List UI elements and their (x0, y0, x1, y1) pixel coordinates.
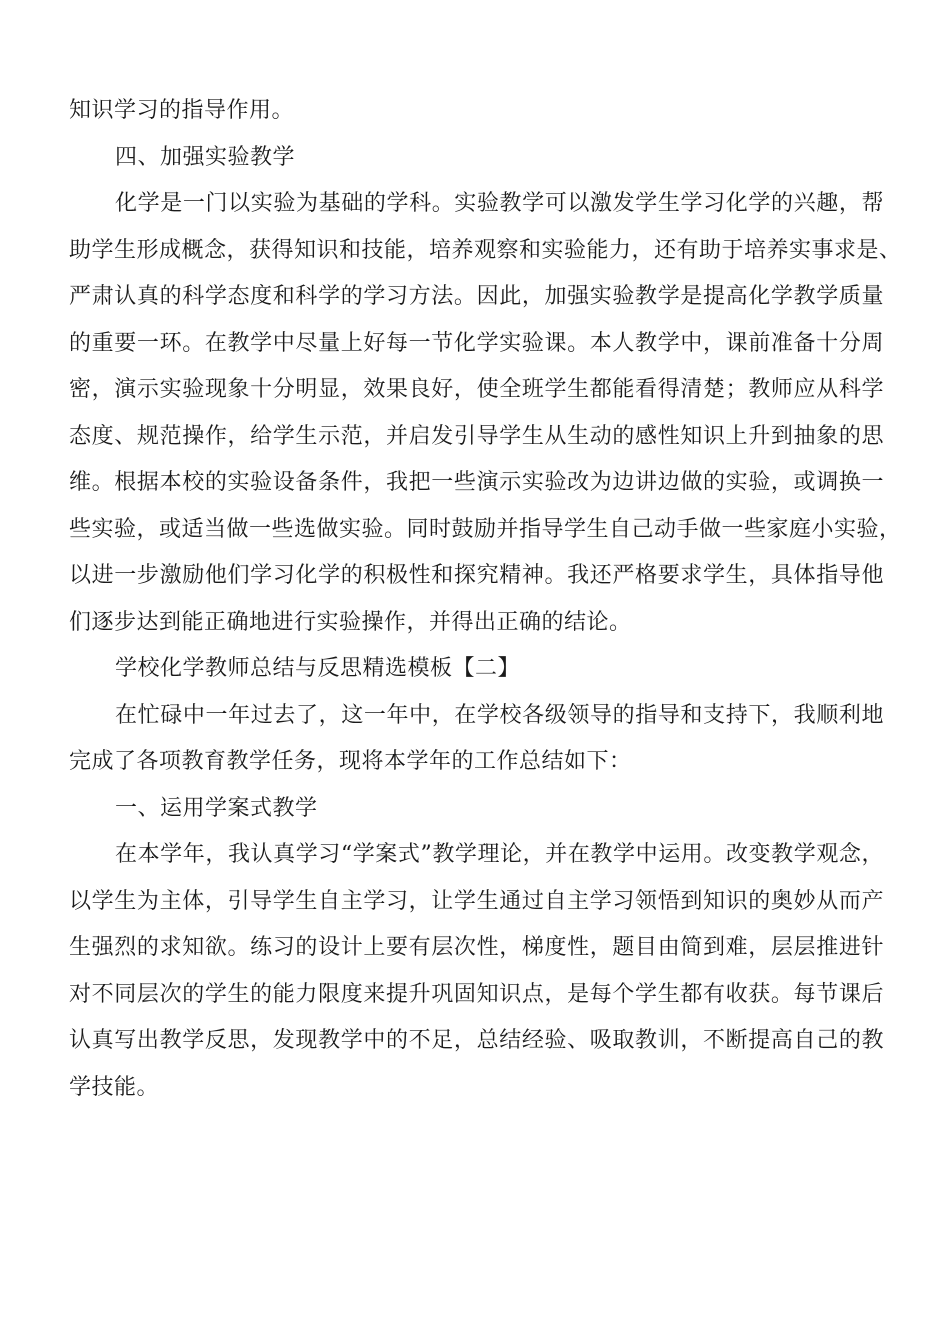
text-line: 些实验，或适当做一些选做实验。同时鼓励并指导学生自己动手做一些家庭小实验， (69, 516, 902, 542)
text-line: 在忙碌中一年过去了，这一年中，在学校各级领导的指导和支持下，我顺利地 (115, 702, 884, 728)
text-line: 助学生形成概念，获得知识和技能，培养观察和实验能力，还有助于培养实事求是、 (69, 237, 902, 263)
text-line: 对不同层次的学生的能力限度来提升巩固知识点，是每个学生都有收获。每节课后 (69, 981, 884, 1007)
text-line: 生强烈的求知欲。练习的设计上要有层次性，梯度性，题目由简到难，层层推进针 (69, 935, 884, 960)
text-line: 认真写出教学反思，发现教学中的不足，总结经验、吸取教训，不断提高自己的教 (69, 1028, 884, 1053)
paragraph-intro (69, 693, 884, 786)
section-heading-4 (69, 135, 884, 182)
text-line: 密，演示实验现象十分明显，效果良好，使全班学生都能看得清楚；教师应从科学 (69, 377, 884, 402)
template-title-2 (69, 646, 884, 693)
text-line: 一、运用学案式教学 (115, 795, 318, 821)
text-line: 完成了各项教育教学任务，现将本学年的工作总结如下： (69, 749, 632, 774)
text-line: 四、加强实验教学 (115, 144, 296, 170)
text-line: 态度、规范操作，给学生示范，并启发引导学生从生动的感性知识上升到抽象的思 (69, 423, 884, 449)
text-line: 以进一步激励他们学习化学的积极性和探究精神。我还严格要求学生，具体指导他 (69, 563, 884, 588)
text-line: 们逐步达到能正确地进行实验操作，并得出正确的结论。 (69, 609, 632, 635)
text-line: 学技能。 (69, 1074, 160, 1100)
paragraph-experiment-teaching (69, 181, 902, 646)
text-line: 知识学习的指导作用。 (69, 98, 295, 123)
section-heading-1 (69, 786, 884, 833)
paragraph-continuation (69, 88, 884, 135)
text-line: 以学生为主体，引导学生自主学习，让学生通过自主学习领悟到知识的奥妙从而产 (69, 888, 884, 914)
text-line: 在本学年，我认真学习“学案式”教学理论，并在教学中运用。改变教学观念， (115, 842, 884, 867)
text-line: 化学是一门以实验为基础的学科。实验教学可以激发学生学习化学的兴趣，帮 (115, 191, 884, 216)
text-line: 学校化学教师总结与反思精选模板【二】 (115, 656, 521, 681)
text-line: 严肃认真的科学态度和科学的学习方法。因此，加强实验教学是提高化学教学质量 (69, 284, 884, 309)
text-line: 维。根据本校的实验设备条件，我把一些演示实验改为边讲边做的实验，或调换一 (69, 470, 884, 495)
document-body (69, 88, 902, 1111)
text-line: 的重要一环。在教学中尽量上好每一节化学实验课。本人教学中，课前准备十分周 (69, 330, 884, 356)
paragraph-case-teaching (69, 832, 884, 1111)
